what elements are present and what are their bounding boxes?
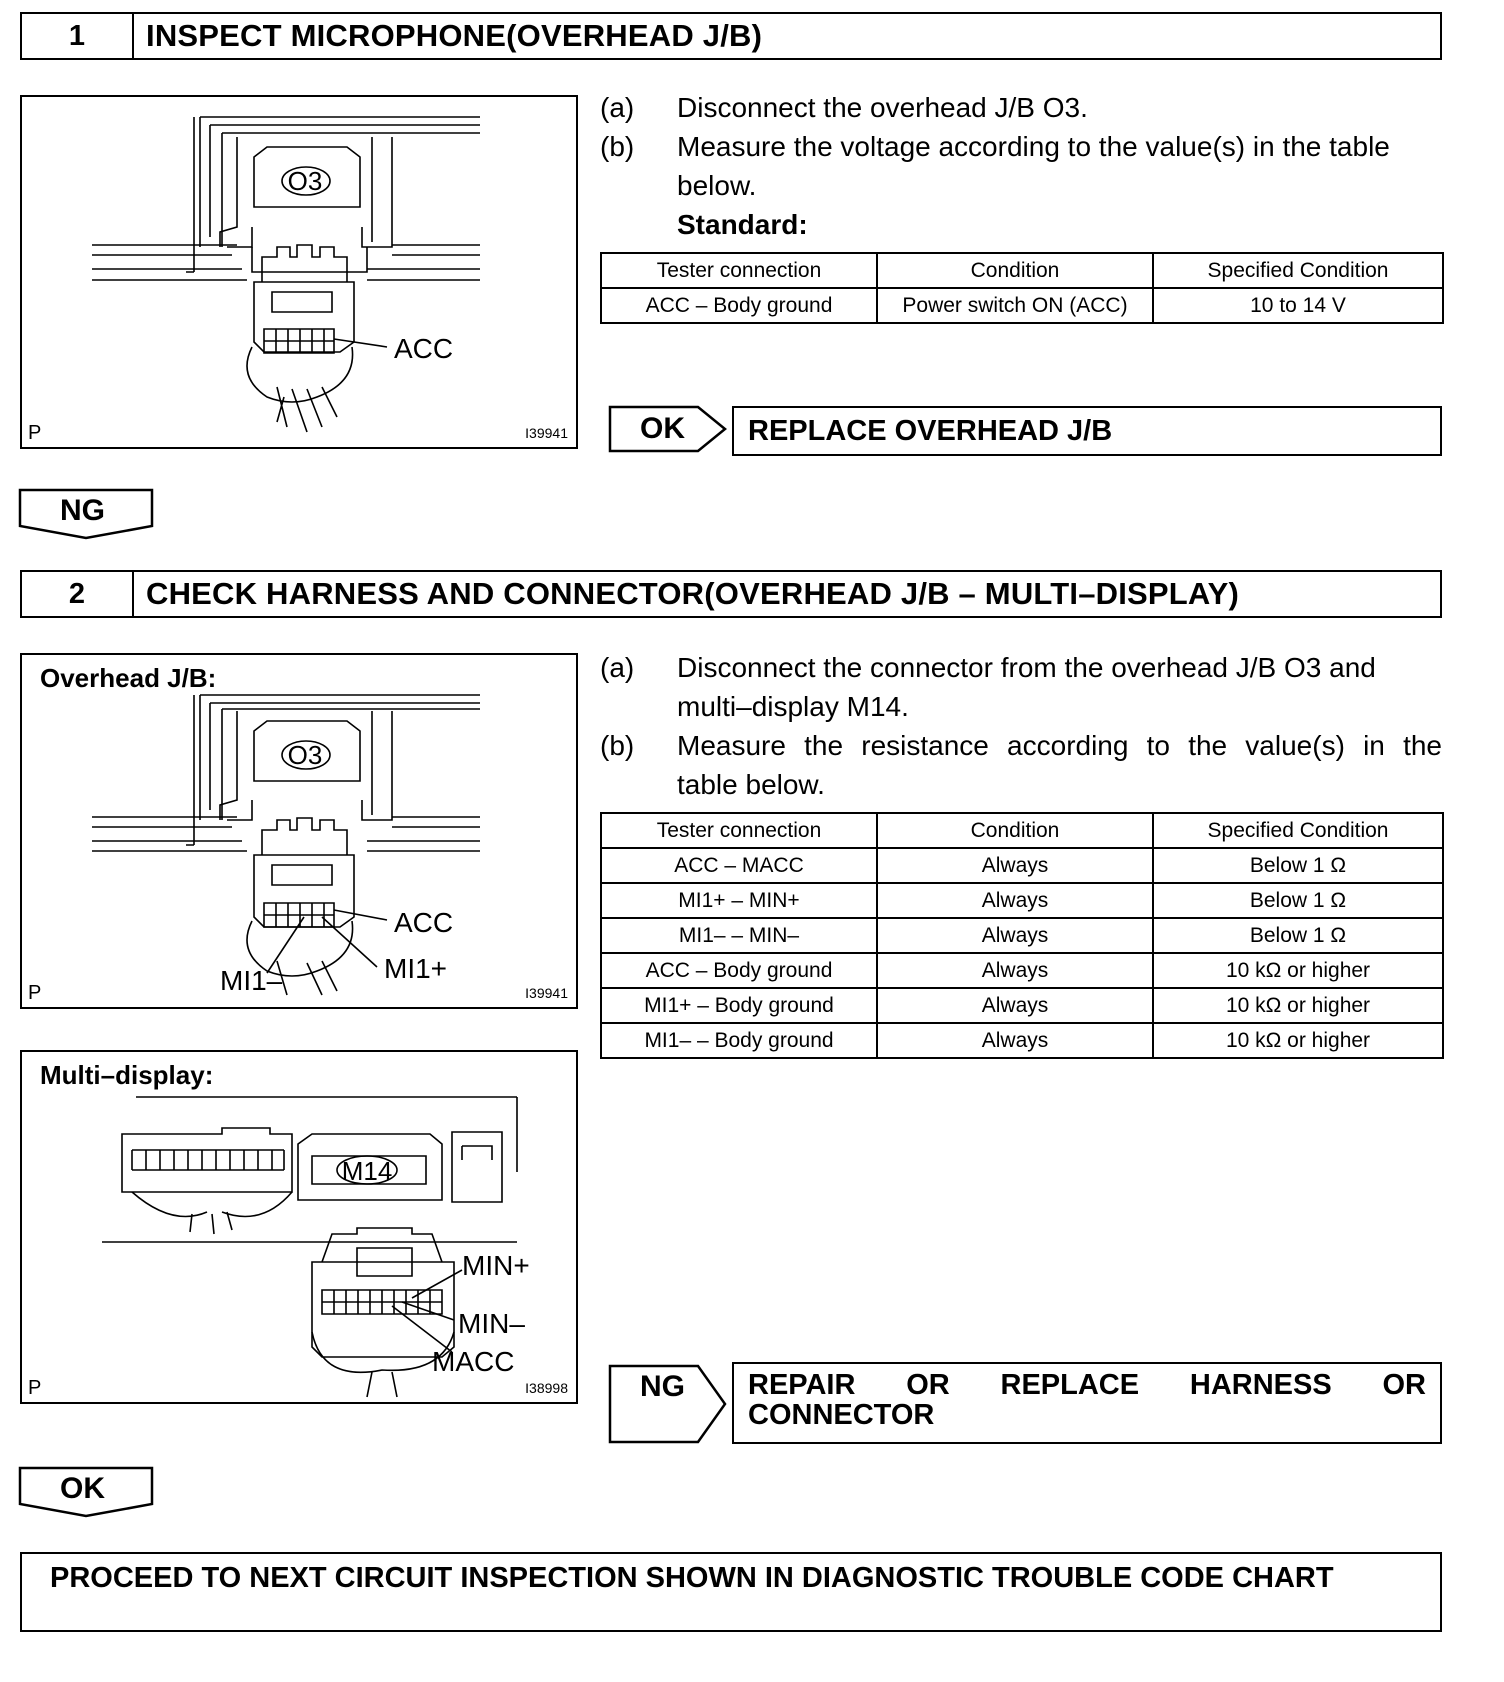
callout-macc: MACC [432, 1346, 515, 1377]
header-tester-connection: Tester connection [601, 813, 877, 848]
header-specified-condition: Specified Condition [1153, 813, 1443, 848]
figure-id: I39941 [525, 985, 568, 1001]
step-2-instructions [600, 648, 1442, 804]
step-2-spec-table [600, 812, 1444, 1059]
step-title: CHECK HARNESS AND CONNECTOR(OVERHEAD J/B – MULTI–DISPLAY) [146, 576, 1240, 611]
figure-caption: Multi–display: [40, 1060, 214, 1090]
ok-result-box: REPLACE OVERHEAD J/B [732, 406, 1442, 456]
table-row: MI1+ – MIN+ Always Below 1 Ω [601, 883, 1443, 918]
standard-label: Standard: [677, 209, 808, 240]
instruction-a: (a) Disconnect the connector from the overhead J/B O3 and [600, 652, 1376, 683]
overhead-jb-figure-2 [20, 653, 578, 1009]
callout-acc: ACC [394, 333, 454, 364]
figure-corner-mark: P [28, 422, 42, 444]
callout-acc: ACC [394, 907, 454, 938]
instruction-b-cont: below. [677, 170, 757, 201]
ok-tag-label: OK [640, 412, 685, 445]
header-specified-condition: Specified Condition [1153, 253, 1443, 288]
header-condition: Condition [877, 253, 1153, 288]
ng-result-line1: REPAIR OR REPLACE HARNESS OR [748, 1369, 1426, 1401]
table-row: MI1+ – Body ground Always 10 kΩ or higher [601, 988, 1443, 1023]
proceed-next-inspection: PROCEED TO NEXT CIRCUIT INSPECTION SHOWN IN DIAGNOSTIC TROUBLE CODE CHART [20, 1552, 1442, 1632]
figure-id: I38998 [525, 1380, 568, 1396]
connector-illustration [22, 655, 576, 1007]
table-row: ACC – Body ground Always 10 kΩ or higher [601, 953, 1443, 988]
figure-id: I39941 [525, 425, 568, 441]
instruction-b: (b) Measure the resistance according to the value(s) in the [600, 730, 1442, 761]
step-1-spec-table [600, 252, 1444, 324]
ng-tag-label: NG [640, 1370, 685, 1403]
figure-caption: Overhead J/B: [40, 663, 217, 693]
table-row: MI1– – MIN– Always Below 1 Ω [601, 918, 1443, 953]
figure-corner-mark: P [28, 1377, 42, 1399]
instruction-a-cont: multi–display M14. [677, 691, 909, 722]
callout-min-plus: MIN+ [462, 1250, 530, 1281]
table-header-row [601, 253, 1443, 288]
step-title: INSPECT MICROPHONE(OVERHEAD J/B) [146, 18, 763, 53]
connector-o3-label: O3 [287, 166, 323, 196]
connector-m14-label: M14 [341, 1156, 393, 1186]
connector-illustration [22, 97, 576, 447]
table-row: MI1– – Body ground Always 10 kΩ or higher [601, 1023, 1443, 1058]
header-condition: Condition [877, 813, 1153, 848]
header-tester-connection: Tester connection [601, 253, 877, 288]
multi-display-figure [20, 1050, 578, 1404]
step-1-instructions [600, 88, 1442, 244]
step-number: 1 [22, 14, 134, 58]
step-2-header [20, 570, 1442, 618]
overhead-jb-figure [20, 95, 578, 449]
callout-min-minus: MIN– [458, 1308, 525, 1339]
connector-o3-label: O3 [287, 740, 323, 770]
figure-corner-mark: P [28, 982, 42, 1004]
callout-mi1-plus: MI1+ [384, 953, 448, 984]
ok-tag-label: OK [60, 1472, 105, 1505]
table-row: ACC – Body ground Power switch ON (ACC) 10 to 14 V [601, 288, 1443, 323]
step-number: 2 [22, 572, 134, 616]
ng-result-box [732, 1362, 1442, 1444]
callout-mi1-minus: MI1– [220, 965, 283, 996]
step-1-header [20, 12, 1442, 60]
instruction-b-cont: table below. [677, 769, 825, 800]
ng-result-line2: CONNECTOR [748, 1399, 935, 1431]
instruction-b: (b) Measure the voltage according to the value(s) in the table [600, 131, 1390, 162]
table-row: ACC – MACC Always Below 1 Ω [601, 848, 1443, 883]
instruction-a: (a) Disconnect the overhead J/B O3. [600, 92, 1088, 123]
ng-tag-label: NG [60, 494, 105, 527]
table-header-row [601, 813, 1443, 848]
